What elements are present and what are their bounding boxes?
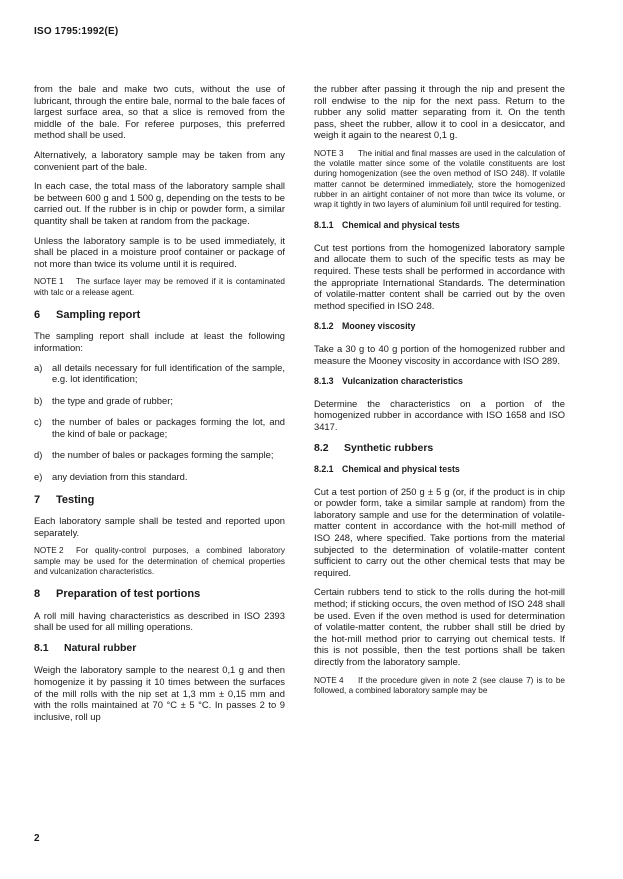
- note-label: NOTE 2: [34, 546, 64, 556]
- section-8-1-1-heading: [314, 220, 565, 232]
- section-number: 8.1: [34, 641, 49, 654]
- section-8-1-3-heading: [314, 376, 565, 388]
- list-text: the number of bales or packages forming the sample;: [52, 449, 274, 461]
- left-column: [34, 83, 285, 730]
- list-label: a): [34, 361, 43, 373]
- section-number: 8.2.1: [314, 464, 334, 475]
- paragraph: A roll mill having characteristics as described in ISO 2393 shall be used for all milling operations.: [34, 609, 285, 633]
- note-1: [34, 277, 285, 297]
- page-number: 2: [34, 833, 40, 844]
- section-number: 8.1.2: [314, 321, 334, 332]
- paragraph: the rubber after passing it through the nip and present the roll endwise to the nip for the next pass. Return to the rubber any solid matter separating from it. On the tenth pass, sheet the rubber, allow it to cool in a desiccator, and weigh it again to the nearest 0,1 g.: [314, 83, 565, 141]
- note-label: NOTE 4: [314, 675, 344, 685]
- note-text: For quality-control purposes, a combined laboratory sample may be used for the determination of chemical properties and vulcanization characteristics.: [34, 546, 285, 576]
- list-text: all details necessary for full identification of the sample, e.g. lot identification;: [52, 361, 285, 385]
- section-8-2-heading: [314, 443, 565, 455]
- section-8-1-heading: [34, 643, 285, 655]
- note-3: [314, 149, 565, 210]
- paragraph: Unless the laboratory sample is to be used immediately, it shall be placed in a moisture proof container or package of not more than twice its volume until it is required.: [34, 234, 285, 269]
- list-text: the number of bales or packages forming the lot, and the kind of bale or package;: [52, 416, 285, 439]
- section-title: Chemical and physical tests: [342, 220, 460, 231]
- section-number: 8.1.3: [314, 376, 334, 387]
- paragraph: The sampling report shall include at least the following information:: [34, 330, 285, 353]
- section-6-heading: [34, 310, 285, 322]
- section-8-1-2-heading: [314, 321, 565, 333]
- list-text: any deviation from this standard.: [52, 471, 188, 483]
- note-label: NOTE 1: [34, 277, 64, 287]
- list-item: [34, 395, 285, 407]
- list-item: [34, 449, 285, 461]
- section-title: Testing: [56, 493, 95, 506]
- note-text: The surface layer may be removed if it is contaminated with talc or a release agent.: [34, 277, 285, 297]
- paragraph: Alternatively, a laboratory sample may be taken from any convenient part of the bale.: [34, 148, 285, 172]
- note-2: [34, 546, 285, 577]
- section-number: 8.1.1: [314, 220, 334, 231]
- list-item: [34, 416, 285, 439]
- section-number: 8: [34, 588, 41, 601]
- paragraph: Weigh the laboratory sample to the nearest 0,1 g and then homogenize it by passing it 10 times between the surfaces of the mill rolls with the nip set at 1,3 mm ± 0,15 mm and with the rolls maintained at 70 °C ± 5 °C. In passes 2 to 9 inclusive, roll up: [34, 664, 285, 722]
- section-title: Preparation of test portions: [56, 588, 201, 601]
- section-number: 8.2: [314, 441, 329, 454]
- section-8-2-1-heading: [314, 464, 565, 476]
- paragraph: Each laboratory sample shall be tested and reported upon separately.: [34, 515, 285, 538]
- list-label: e): [34, 471, 43, 483]
- document-header: ISO 1795:1992(E): [34, 26, 119, 37]
- section-number: 7: [34, 493, 41, 506]
- right-column: [314, 83, 565, 705]
- list-item: [34, 471, 285, 483]
- section-title: Synthetic rubbers: [344, 441, 434, 454]
- note-label: NOTE 3: [314, 148, 344, 158]
- section-number: 6: [34, 308, 41, 321]
- section-7-heading: [34, 495, 285, 507]
- list-label: d): [34, 449, 43, 461]
- paragraph: from the bale and make two cuts, without the use of lubricant, through the entire bale, normal to the bale faces of largest surface area, so that a slice is removed from the middle of the bale. For referee purposes, this preferred method shall be used.: [34, 83, 285, 141]
- paragraph: Take a 30 g to 40 g portion of the homogenized rubber and measure the Mooney viscosity in accordance with ISO 289.: [314, 342, 565, 366]
- section-title: Mooney viscosity: [342, 321, 416, 332]
- section-title: Sampling report: [56, 308, 141, 321]
- note-text: If the procedure given in note 2 (see clause 7) is to be followed, a combined laboratory sample may be: [314, 675, 565, 695]
- list-item: [34, 362, 285, 385]
- paragraph: Cut test portions from the homogenized laboratory sample and allocate them to such of the specific tests as may be required. These tests shall be performed in accordance with the appropriate International Standards. The determination of volatile-matter content shall be carried out by the oven method specified in ISO 248.: [314, 241, 565, 311]
- paragraph: In each case, the total mass of the laboratory sample shall be between 600 g and 1 500 g, depending on the tests to be carried out. If the rubber is in chip or powder form, a similar quantity shall be taken at random from the package.: [34, 180, 285, 226]
- note-text: The initial and final masses are used in the calculation of the volatile matter since some of the volatile constituents are lost during homogenization (see the oven method of ISO 248). If volatile matter cannot be determined immediately, store the homogenized rubber in an airtight container of not more than twice its volume, or wrap it tightly in two layers of aluminium foil until required for testing.: [314, 148, 565, 209]
- paragraph: Certain rubbers tend to stick to the rolls during the hot-mill method; if sticking occurs, the oven method of ISO 248 shall be used. Even if the oven method is used for determination of volatile-matter content, the rubber shall still be dried by the hot-mill method prior to carrying out chemical tests. If this is not possible, then the test portions shall be taken directly from the laboratory sample.: [314, 586, 565, 667]
- note-4: [314, 676, 565, 696]
- paragraph: Determine the characteristics on a portion of the homogenized rubber in accordance with ISO 1658 and ISO 3417.: [314, 397, 565, 432]
- section-title: Vulcanization characteristics: [342, 376, 463, 387]
- section-8-heading: [34, 589, 285, 601]
- section-title: Chemical and physical tests: [342, 464, 460, 475]
- section-title: Natural rubber: [64, 641, 137, 654]
- list-text: the type and grade of rubber;: [52, 394, 173, 406]
- list-label: b): [34, 394, 43, 406]
- list-label: c): [34, 416, 42, 428]
- paragraph: Cut a test portion of 250 g ± 5 g (or, if the product is in chip or powder form, take a similar sample at random) from the laboratory sample and use for the determination of volatile-matter content in accordance with the hot-mill method of ISO 248, where specified. Take portions from the material subjected to the determination of volatile-matter content sufficient to carry out the other chemical tests that may be required.: [314, 485, 565, 578]
